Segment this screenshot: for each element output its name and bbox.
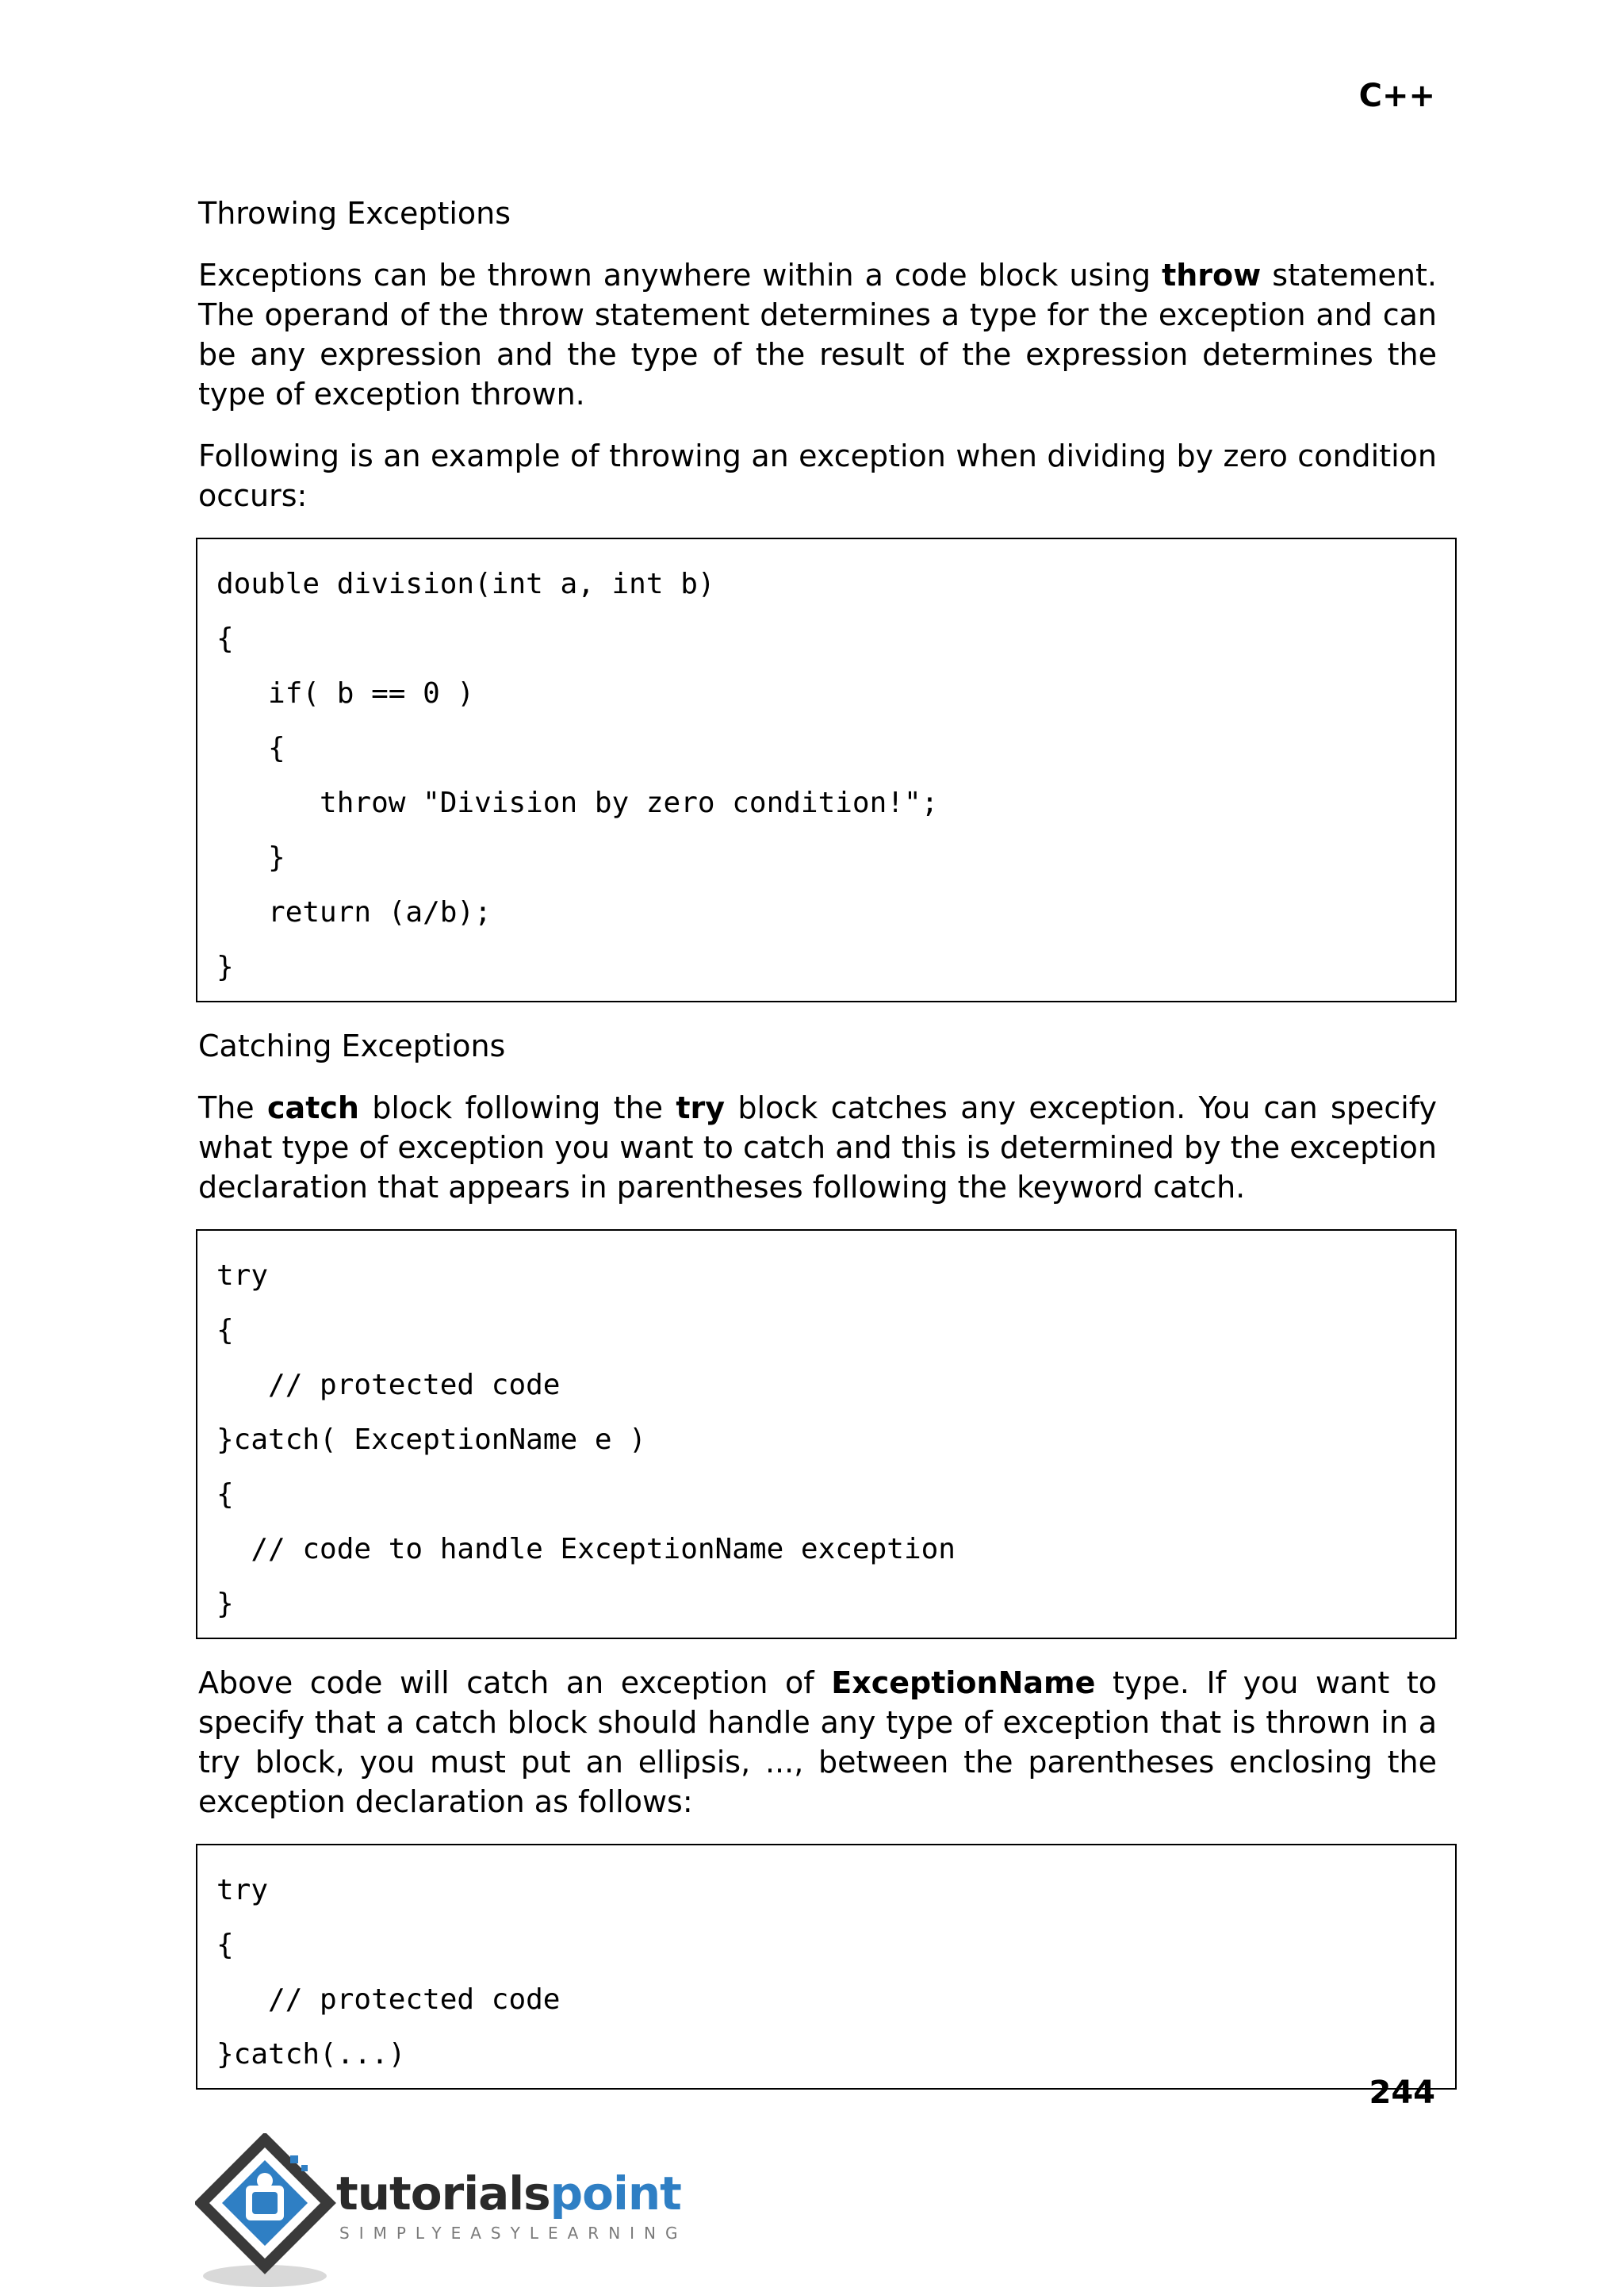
section-heading-throwing: Throwing Exceptions xyxy=(198,196,511,231)
text-span: The xyxy=(198,1090,268,1125)
text-span: block catches any exception. You can specify what type of exception you want to catch and this is determined by the exception declaration that appears in parentheses following the keyword catch. xyxy=(198,1090,1437,1205)
page-header-title: C++ xyxy=(1358,78,1435,114)
code-line: try xyxy=(216,1259,269,1292)
code-line: } xyxy=(216,951,234,983)
keyword-catch: catch xyxy=(267,1090,359,1125)
text-span: statement. The operand of the throw statement determines a type for the exception and can be any expression and the type of the result of the expression determines the type of exception thrown. xyxy=(198,258,1437,412)
code-line: // protected code xyxy=(216,1983,561,2016)
code-line: { xyxy=(216,732,285,764)
logo-diamond-icon xyxy=(195,2133,346,2292)
code-line: // protected code xyxy=(216,1369,561,1401)
section-heading-catching: Catching Exceptions xyxy=(198,1029,506,1063)
paragraph-catching-intro xyxy=(198,1088,1437,1207)
text-span: block following the xyxy=(358,1090,676,1125)
logo-tagline: SIMPLYEASYLEARNING xyxy=(339,2224,688,2243)
code-line: throw "Division by zero condition!"; xyxy=(216,787,939,819)
paragraph-ellipsis xyxy=(198,1663,1437,1822)
keyword-try: try xyxy=(676,1090,726,1125)
paragraph-throwing-intro xyxy=(198,255,1437,414)
page-content xyxy=(198,193,1437,2113)
logo-wordmark xyxy=(336,2167,681,2220)
code-line: // code to handle ExceptionName exception xyxy=(216,1533,956,1565)
code-line: } xyxy=(216,841,285,874)
text-span: type. If you want to specify that a catch block should handle any type of exception that is thrown in a try block, you must put an ellipsis, ..., between the parentheses enclosing the exception declaration as follows: xyxy=(198,1665,1438,1819)
code-line: { xyxy=(216,1478,234,1511)
tutorialspoint-logo xyxy=(195,2133,695,2292)
code-line: { xyxy=(216,623,234,655)
code-line: } xyxy=(216,1588,234,1620)
paragraph-throwing-example: Following is an example of throwing an exception when dividing by zero condition occurs: xyxy=(198,439,1437,513)
code-line: return (a/b); xyxy=(216,896,492,929)
code-block-division xyxy=(196,538,1457,1002)
code-block-try-catch xyxy=(196,1229,1457,1639)
code-line: if( b == 0 ) xyxy=(216,677,475,710)
code-line: }catch(...) xyxy=(216,2038,406,2071)
page-number: 244 xyxy=(1369,2075,1435,2111)
code-line: { xyxy=(216,1314,234,1347)
code-line: try xyxy=(216,1874,269,1906)
logo-word-point: point xyxy=(550,2167,681,2220)
code-block-try-ellipsis xyxy=(196,1844,1457,2090)
text-span: Above code will catch an exception of xyxy=(198,1665,832,1700)
code-line: }catch( ExceptionName e ) xyxy=(216,1423,646,1456)
code-line: double division(int a, int b) xyxy=(216,568,715,600)
keyword-exceptionname: ExceptionName xyxy=(831,1665,1096,1700)
logo-word-tutorials: tutorials xyxy=(336,2167,550,2220)
text-span: Exceptions can be thrown anywhere within a code block using xyxy=(198,258,1162,293)
code-line: { xyxy=(216,1929,234,1961)
keyword-throw: throw xyxy=(1162,258,1262,293)
